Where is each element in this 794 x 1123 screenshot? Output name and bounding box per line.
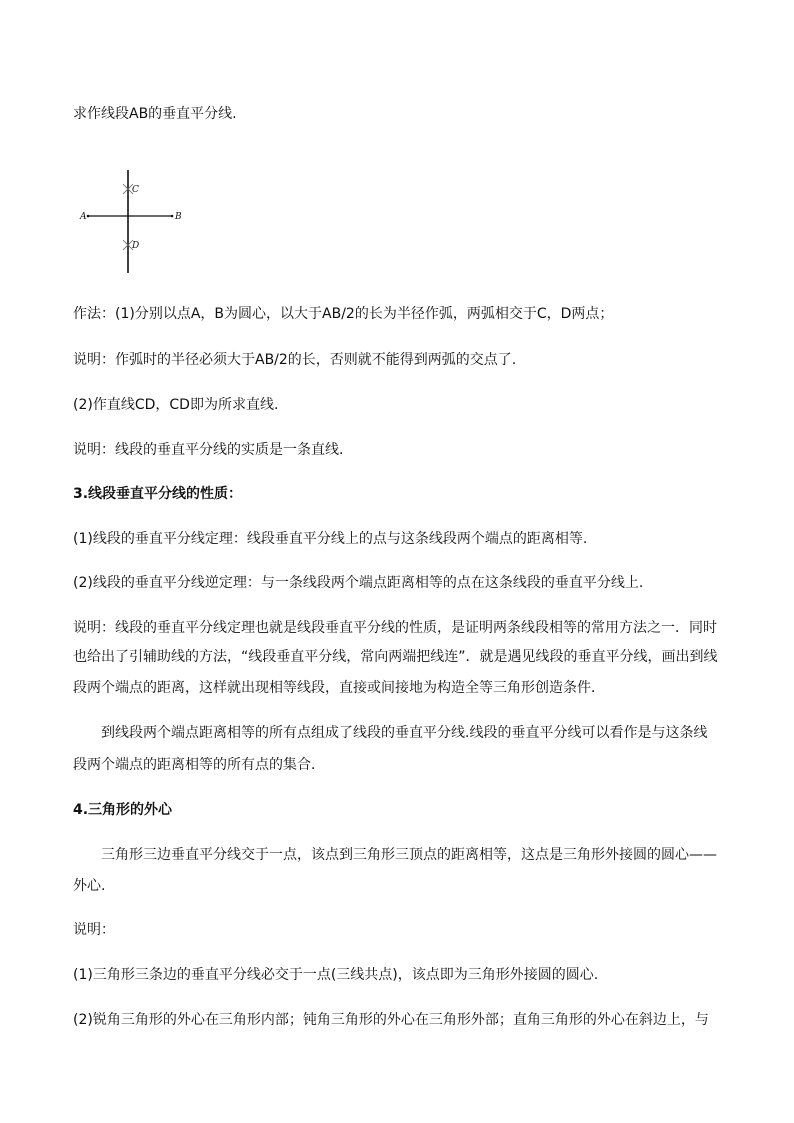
- text-line: 说明：: [73, 922, 115, 938]
- text-line: (2)线段的垂直平分线逆定理：与一条线段两个端点距离相等的点在这条线段的垂直平分线上.: [73, 575, 644, 591]
- text-line: 三角形三边垂直平分线交于一点，该点到三角形三顶点的距离相等，这点是三角形外接圆的圆心——: [101, 847, 717, 863]
- text-line: 说明：作弧时的半径必须大于AB/2的长，否则就不能得到两弧的交点了.: [73, 352, 517, 368]
- text-line: (1)三角形三条边的垂直平分线必交于一点(三线共点)，该点即为三角形外接圆的圆心.: [73, 967, 599, 983]
- label-a: A: [80, 212, 87, 222]
- section-heading: 4.三角形的外心: [73, 802, 173, 818]
- point-a: [87, 215, 90, 218]
- text-line: 也给出了引辅助线的方法，“线段垂直平分线，常向两端把线连”．就是遇见线段的垂直平分线，画出到线: [73, 649, 718, 665]
- section-heading: 3.线段垂直平分线的性质：: [73, 486, 243, 502]
- text-line: (2)作直线CD，CD即为所求直线.: [73, 397, 279, 413]
- text-line: (1)线段的垂直平分线定理：线段垂直平分线上的点与这条线段两个端点的距离相等.: [73, 531, 588, 547]
- point-b: [171, 215, 174, 218]
- label-b: B: [175, 212, 182, 222]
- text-line: 求作线段AB的垂直平分线.: [73, 106, 237, 122]
- label-c: C: [132, 185, 139, 195]
- text-line: 段两个端点的距离相等的所有点的集合．: [73, 757, 325, 773]
- text-line: 说明：线段的垂直平分线的实质是一条直线.: [73, 442, 344, 458]
- label-d: D: [132, 241, 140, 251]
- text-line: (2)锐角三角形的外心在三角形内部；钝角三角形的外心在三角形外部；直角三角形的外心在斜边上，与: [73, 1012, 709, 1028]
- text-line: 段两个端点的距离，这样就出现相等线段，直接或间接地为构造全等三角形创造条件．: [73, 680, 605, 696]
- text-line: 外心.: [73, 878, 106, 894]
- text-line: 作法：(1)分别以点A，B为圆心，以大于AB/2的长为半径作弧，两弧相交于C，D两点；: [73, 306, 614, 322]
- text-line: 说明：线段的垂直平分线定理也就是线段垂直平分线的性质，是证明两条线段相等的常用方法之一．同时: [73, 620, 717, 636]
- text-line: 到线段两个端点距离相等的所有点组成了线段的垂直平分线.线段的垂直平分线可以看作是与这条线: [101, 725, 708, 741]
- perpendicular-bisector-figure: [78, 168, 183, 278]
